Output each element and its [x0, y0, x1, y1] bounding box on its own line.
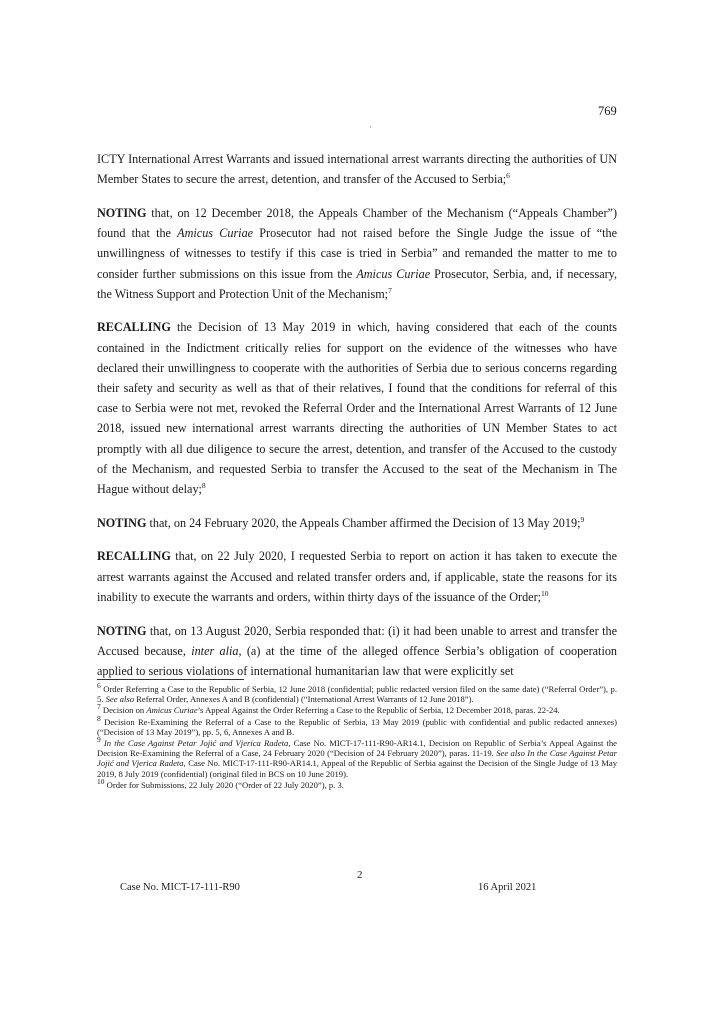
footnote-7	[97, 702, 617, 716]
paragraph-1	[97, 149, 617, 189]
page-number: 769	[598, 104, 617, 118]
text-run: ’s Appeal Against the Order Referring a Case to the Republic of Serbia, 12 December 2018, paras. 22-24.	[197, 705, 560, 716]
italic-text: inter alia	[191, 643, 239, 658]
footnote-divider	[97, 679, 244, 680]
paragraph-5	[97, 546, 617, 607]
text-run: Decision on	[100, 705, 147, 716]
italic-text: In the Case Against Petar Jojić and Vjerica Radeta	[103, 738, 289, 749]
text-run: Order for Submissions, 22 July 2020 (“Order of 22 July 2020”), p. 3.	[104, 779, 344, 790]
footnote-number: 10	[97, 776, 105, 786]
paragraph-lead: NOTING	[97, 205, 147, 220]
footnote-9	[97, 735, 617, 779]
text-run: that, on 13 August 2020, Serbia responded that: (i) it had been unable to arrest and transfer the Accused because,	[97, 623, 617, 658]
text-run: that, on 24 February 2020, the Appeals Chamber affirmed the Decision of 13 May 2019;	[146, 515, 581, 530]
text-run: , Case No. MICT-17-111-R90-AR14.1, Decision on Republic of Serbia’s Appeal Against the Decision Re-Examining the Referral of a Case, 24 February 2020 (“Decision of 24 February 2020”), paras. 11-19.	[97, 738, 617, 759]
paragraph-lead: RECALLING	[97, 320, 171, 335]
italic-text: Amicus Curiae	[146, 705, 198, 716]
footnote-ref: 7	[388, 285, 392, 295]
footnote-ref: 6	[506, 171, 510, 181]
text-run: , (a) at the time of the alleged offence Serbia’s obligation of cooperation applied to serious violations of international humanitarian law that were explicitly set	[97, 643, 618, 678]
paragraph-3	[97, 317, 617, 499]
italic-text: Amicus Curiae	[356, 266, 431, 281]
text-run: that, on 22 July 2020, I requested Serbia to report on action it has taken to execute the arrest warrants against the Accused and related transfer orders and, if applicable, state the reasons for its inability to execute the warrants and orders, within thirty days of the issuance of the Order;	[97, 549, 617, 604]
footer-date: 16 April 2021	[478, 882, 537, 893]
text-run: Decision Re-Examining the Referral of a Case to the Republic of Serbia, 13 May 2019 (public with confidential and public redacted annexes) (“Decision of 13 May 2019”), pp. 5, 6, Annexes A and B.	[97, 716, 617, 737]
text-run: that, on 12 December 2018, the Appeals Chamber of the Mechanism (“Appeals Chamber”) found that the	[97, 205, 617, 241]
footnote-number: 8	[97, 713, 101, 723]
text-run: Prosecutor, Serbia, and, if necessary, the Witness Support and Protection Unit of the Mechanism;	[97, 266, 618, 301]
footnote-number: 7	[97, 702, 101, 712]
text-run: , Case No. MICT-17-111-R90-AR14.1, Appeal of the Republic of Serbia against the Decision of the Single Judge of 13 May 2019, 8 July 2019 (confidential) (original filed in BCS on 10 June 2019).	[97, 758, 617, 779]
italic-text: Amicus Curiae	[177, 226, 254, 241]
italic-text: See also	[105, 694, 134, 705]
footnote-number: 6	[97, 681, 101, 691]
footer-case-number: Case No. MICT-17-111-R90	[120, 882, 240, 893]
footer-page-number: 2	[357, 869, 363, 881]
paragraph-lead: RECALLING	[97, 549, 171, 564]
paragraph-2	[97, 203, 617, 304]
footnote-6	[97, 681, 617, 705]
text-run: Referral Order, Annexes A and B (confidential) (“International Arrest Warrants of 12 June 2018”).	[134, 694, 474, 705]
paragraph-lead: NOTING	[97, 515, 147, 530]
scan-mark: ·	[369, 122, 372, 132]
footnote-ref: 8	[201, 480, 206, 490]
text-run: Prosecutor had not raised before the Single Judge the issue of “the unwillingness of witnesses to testify if this case is tried in Serbia” and remanded the matter to me to consider further submissions on this issue from the	[97, 226, 617, 281]
paragraph-lead: NOTING	[97, 623, 147, 638]
paragraph-6	[97, 621, 617, 682]
footnote-ref: 9	[580, 514, 585, 524]
footnote-number: 9	[97, 735, 101, 745]
footnotes	[97, 681, 617, 791]
text-run: ICTY International Arrest Warrants and issued international arrest warrants directing the authorities of UN Member States to secure the arrest, detention, and transfer of the Accused to Serbia;	[97, 152, 617, 187]
document-body	[97, 149, 617, 695]
footnote-8	[97, 713, 617, 737]
footnote-ref: 10	[541, 588, 549, 598]
text-run: the Decision of 13 May 2019 in which, having considered that each of the counts contained in the Indictment critically relies for support on the evidence of the witnesses who have declared their unwillingness to cooperate with the authorities of Serbia due to serious concerns regarding their safety and security as well as that of their relatives, I found that the conditions for referral of this case to Serbia were not met, revoked the Referral Order and the International Arrest Warrants of 12 June 2018, issued new international arrest warrants directing the authorities of UN Member States to act promptly with all due diligence to secure the arrest, detention, and transfer of the Accused to the custody of the Mechanism, and requested Serbia to transfer the Accused to the seat of the Mechanism in The Hague without delay;	[97, 320, 617, 497]
footnote-10	[97, 776, 617, 790]
paragraph-4	[97, 513, 617, 533]
text-run: Order Referring a Case to the Republic of Serbia, 12 June 2018 (confidential; public redacted version filed on the same date) (“Referral Order”), p. 5.	[97, 684, 617, 705]
italic-text: See also In the Case Against Petar Jojić and Vjerica Radeta	[97, 748, 617, 769]
